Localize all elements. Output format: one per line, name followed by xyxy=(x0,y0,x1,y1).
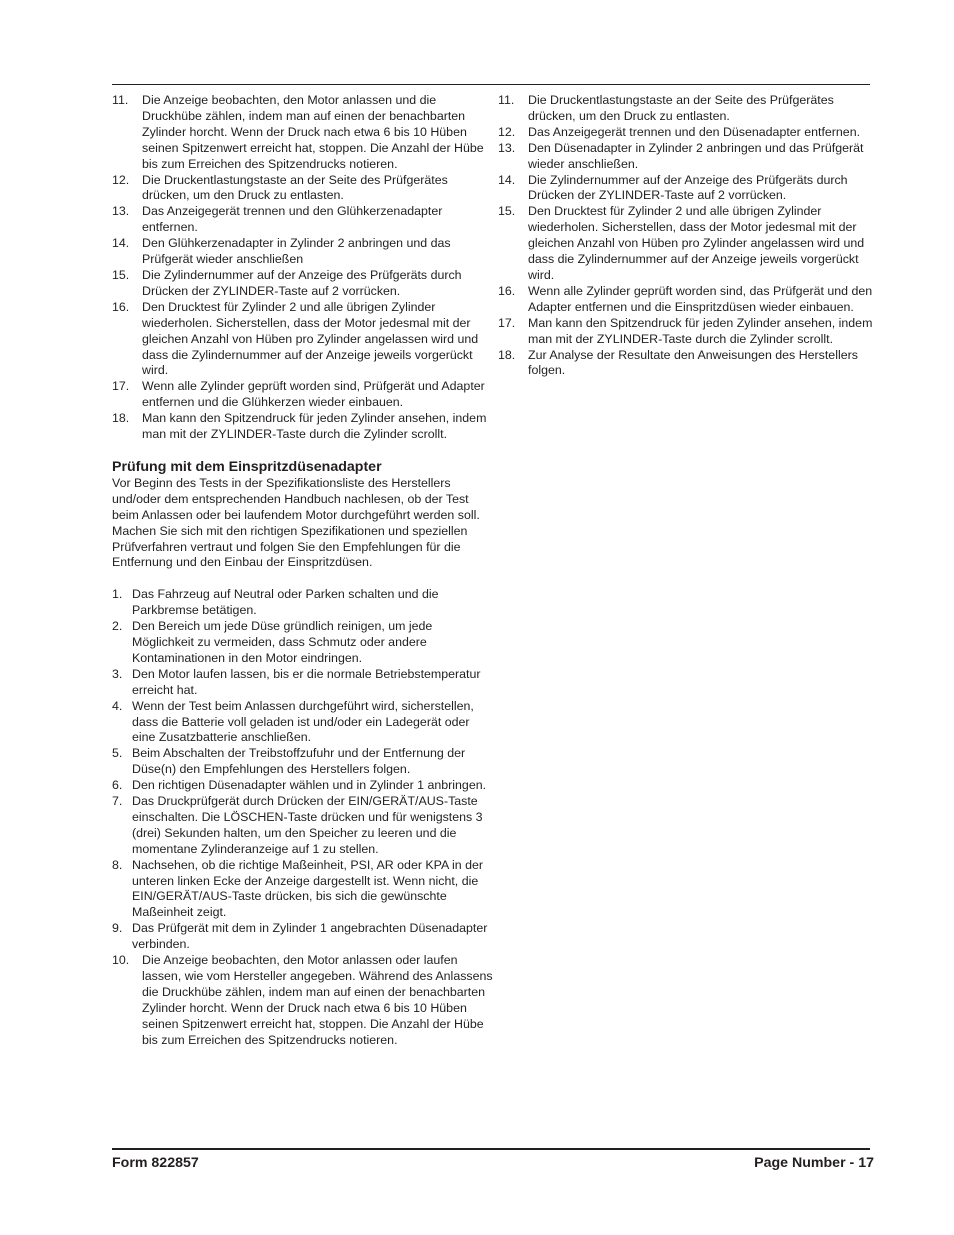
list-item xyxy=(112,921,494,953)
step-text: Die Druckentlastungstaste an der Seite des Prüfgerätes drücken, um den Druck zu entlasten. xyxy=(142,172,448,203)
step-text: Die Zylindernummer auf der Anzeige des Prüfgeräts durch Drücken der ZYLINDER-Taste auf 2 vorrücken. xyxy=(528,172,848,203)
step-number: 17. xyxy=(112,379,130,394)
list-item xyxy=(112,667,494,699)
list-item xyxy=(112,699,494,747)
step-number: 7. xyxy=(112,794,123,809)
step-text: Zur Analyse der Resultate den Anweisungen des Herstellers folgen. xyxy=(528,347,858,378)
step-text: Den Motor laufen lassen, bis er die normale Betriebstemperatur erreicht hat. xyxy=(132,666,481,697)
step-text: Den Düsenadapter in Zylinder 2 anbringen und das Prüfgerät wieder anschließen. xyxy=(528,140,864,171)
injector-steps-list xyxy=(112,587,494,1048)
list-item xyxy=(112,300,494,380)
intro-paragraph: Vor Beginn des Tests in der Spezifikationsliste des Herstellers und/oder dem entsprechenden Handbuch nachlesen, ob der Test beim Anlassen oder bei laufendem Motor durchgeführt werden soll. Machen Sie sich mit den richtigen Spezifikationen und speziellen Prüfverfahren vertraut und folgen Sie den Empfehlungen für die Entfernung und den Einbau der Einspritzdüsen. xyxy=(112,475,480,570)
list-item xyxy=(498,204,874,284)
step-number: 11. xyxy=(112,93,129,107)
step-text: Nachsehen, ob die richtige Maßeinheit, PSI, AR oder KPA in der unteren linken Ecke der Anzeige dargestellt ist. Wenn nicht, die EIN/GERÄT/AUS-Taste drücken, bis sich die gewünschte Maßeinheit zeigt. xyxy=(132,857,484,920)
step-text: Die Anzeige beobachten, den Motor anlassen und die Druckhübe zählen, indem man auf einen der benachbarten Zylinder horcht. Wenn der Druck nach etwa 6 bis 10 Hüben seinen Spitzenwert erreicht hat, stoppen. Die Anzahl der Hübe bis zum Erreichen des Spitzendrucks notieren. xyxy=(142,93,484,171)
list-item xyxy=(498,284,874,316)
step-text: Den Bereich um jede Düse gründlich reinigen, um jede Möglichkeit zu vermeiden, dass Schmutz oder andere Kontaminationen in den Motor eindringen. xyxy=(132,619,433,665)
list-item xyxy=(112,173,494,205)
step-text: Den Drucktest für Zylinder 2 und alle übrigen Zylinder wiederholen. Sicherstellen, dass der Motor jedesmal mit der gleichen Anzahl von Hüben pro Zylinder angelassen wird und dass die Zylindernummer auf der Anzeige jeweils vorgerückt wird. xyxy=(142,299,479,378)
step-number: 17. xyxy=(498,315,516,330)
step-number: 14. xyxy=(112,236,130,251)
list-item xyxy=(112,746,494,778)
step-text: Das Druckprüfgerät durch Drücken der EIN/GERÄT/AUS-Taste einschalten. Die LÖSCHEN-Taste drücken und für wenigstens 3 (drei) Sekunden halten, um den Speicher zu leeren und die momentane Zylinderanzeige auf 1 zu stellen. xyxy=(132,794,483,856)
page-number: Page Number - 17 xyxy=(754,1155,874,1171)
list-item xyxy=(112,379,494,411)
step-text: Das Prüfgerät mit dem in Zylinder 1 angebrachten Düsenadapter verbinden. xyxy=(132,921,488,952)
list-item xyxy=(112,953,494,1048)
step-number: 3. xyxy=(112,666,123,681)
step-text: Wenn alle Zylinder geprüft worden sind, Prüfgerät und Adapter entfernen und die Glühkerzen wieder einbauen. xyxy=(142,379,485,410)
right-column xyxy=(498,93,874,379)
list-item xyxy=(498,348,874,380)
step-number: 15. xyxy=(498,204,516,219)
step-text: Die Zylindernummer auf der Anzeige des Prüfgeräts durch Drücken der ZYLINDER-Taste auf 2 vorrücken. xyxy=(142,267,462,298)
step-number: 16. xyxy=(112,299,130,314)
step-number: 13. xyxy=(112,204,130,219)
list-item xyxy=(112,794,494,858)
list-item xyxy=(112,93,494,173)
list-item xyxy=(112,619,494,667)
step-text: Die Anzeige beobachten, den Motor anlassen oder laufen lassen, wie vom Hersteller angegeben. Während des Anlassens die Druckhübe zählen, indem man auf einen der benachbarten Zylinder horcht. Wenn der Druck nach etwa 6 bis 10 Hüben seinen Spitzenwert erreicht hat, stoppen. Die Anzahl der Hübe bis zum Erreichen des Spitzendrucks notieren. xyxy=(142,953,493,1047)
section-heading: Prüfung mit dem Einspritzdüsenadapter xyxy=(112,458,382,475)
footer-rule xyxy=(112,1148,870,1150)
list-item xyxy=(112,778,494,794)
list-item xyxy=(498,93,874,125)
list-item xyxy=(498,316,874,348)
step-text: Das Anzeigegerät trennen und den Glühkerzenadapter entfernen. xyxy=(142,204,443,235)
step-number: 11. xyxy=(498,93,515,107)
list-item xyxy=(112,587,494,619)
step-number: 14. xyxy=(498,172,516,187)
step-text: Den Drucktest für Zylinder 2 und alle übrigen Zylinder wiederholen. Sicherstellen, dass der Motor jedesmal mit der gleichen Anzahl von Hüben pro Zylinder angelassen wird und dass die Zylindernummer auf der Anzeige jeweils vorgerückt wird. xyxy=(528,204,865,282)
list-item xyxy=(112,411,494,443)
list-item xyxy=(498,125,874,141)
step-number: 13. xyxy=(498,140,516,155)
list-item xyxy=(112,268,494,300)
left-column xyxy=(112,93,494,1049)
step-number: 15. xyxy=(112,267,130,282)
step-text: Die Druckentlastungstaste an der Seite des Prüfgerätes drücken, um den Druck zu entlasten. xyxy=(528,93,834,123)
step-number: 8. xyxy=(112,857,123,872)
step-number: 18. xyxy=(112,411,130,426)
list-item xyxy=(112,236,494,268)
step-number: 10. xyxy=(112,953,130,968)
form-number: Form 822857 xyxy=(112,1155,199,1171)
step-text: Beim Abschalten der Treibstoffzufuhr und der Entfernung der Düse(n) den Empfehlungen des Herstellers folgen. xyxy=(132,746,466,777)
list-item xyxy=(498,141,874,173)
step-number: 2. xyxy=(112,619,123,634)
glow-plug-steps-list xyxy=(112,93,494,443)
step-number: 12. xyxy=(112,172,130,187)
step-text: Den Glühkerzenadapter in Zylinder 2 anbringen und das Prüfgerät wieder anschließen xyxy=(142,236,451,267)
step-text: Das Anzeigegerät trennen und den Düsenadapter entfernen. xyxy=(528,124,861,139)
step-number: 1. xyxy=(112,587,123,602)
list-item xyxy=(112,204,494,236)
step-number: 4. xyxy=(112,698,123,713)
step-text: Man kann den Spitzendruck für jeden Zylinder ansehen, indem man mit der ZYLINDER-Taste durch die Zylinder scrollt. xyxy=(142,411,487,442)
list-item xyxy=(112,858,494,922)
step-text: Wenn der Test beim Anlassen durchgeführt wird, sicherstellen, dass die Batterie voll geladen ist und/oder ein Ladegerät oder eine Zusatzbatterie anschließen. xyxy=(132,698,474,745)
step-number: 9. xyxy=(112,921,123,936)
step-text: Das Fahrzeug auf Neutral oder Parken schalten und die Parkbremse betätigen. xyxy=(132,587,439,618)
step-number: 12. xyxy=(498,124,516,139)
header-rule xyxy=(112,84,870,85)
step-number: 6. xyxy=(112,778,123,793)
step-number: 5. xyxy=(112,746,123,761)
step-number: 16. xyxy=(498,283,516,298)
step-text: Den richtigen Düsenadapter wählen und in Zylinder 1 anbringen. xyxy=(132,778,487,793)
list-item xyxy=(498,173,874,205)
step-text: Wenn alle Zylinder geprüft worden sind, das Prüfgerät und den Adapter entfernen und die Einspritzdüsen wieder einbauen. xyxy=(528,283,873,314)
step-number: 18. xyxy=(498,347,516,362)
step-text: Man kann den Spitzendruck für jeden Zylinder ansehen, indem man mit der ZYLINDER-Taste durch die Zylinder scrollt. xyxy=(528,315,873,346)
